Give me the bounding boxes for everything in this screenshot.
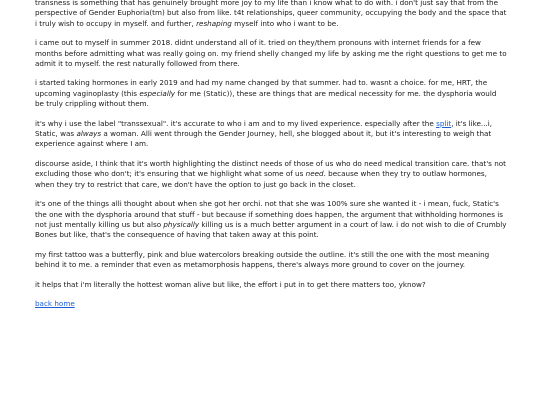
paragraph: it helps that i'm literally the hottest woman alive but like, the effort i put in to get there matters too, yknow? [35, 279, 426, 289]
paragraph: i came out to myself in summer 2018. didnt understand all of it. tried on they/them pronouns with internet friends for a few months before admitting what was really going on. my friend shelly changed my life by asking me the right questions to get me to admit it to myself. the rest naturally followed from there. [35, 38, 507, 69]
paragraph: my first tattoo was a butterfly, pink and blue watercolors breaking outside the outline. it's still the one with the most meaning behind it to me. a reminder that even as metamorphosis happens, there's always more ground to cover on the journey. [35, 249, 490, 270]
paragraph: transness is something that has genuinely brought more joy to my life than i know what to do with. i don't just say that from the perspective of Gender Euphoria(tm) but also from like. t4t relationships, queer community, occupying the body and the space that i truly wish to occupy in myself. and further, reshaping myself into who i want to be. [35, 0, 507, 28]
paragraph: it's one of the things alli thought about when she got her orchi. not that she was 100% sure she wanted it - i mean, fuck, Static's the one with the dysphoria around that stuff - but because if something does happen, the argument that withholding hormones is not just mentally killing us but also physically killing us is a much better argument in a court of law. i do not wish to die of Crumbly Bones but like, that's the consequence of having that taken away at this point. [35, 199, 507, 240]
split-link[interactable]: split [436, 118, 452, 128]
paragraph: discourse aside, I think that it's worth highlighting the distinct needs of those of us who do need medical transition care. that's not excluding those who don't; it's ensuring that we highlight what some of us need. because when they try to outlaw hormones, when they try to restrict that care, we don't have the option to just go back in the closet. [35, 158, 506, 189]
paragraph: it's why i use the label "transsexual". it's accurate to who i am and to my lived experience. especially after the split, it's like...i, Static, was always a woman. Alli went through the Gender Journey, hell, she blogged about it, but it's interesting to weigh that experience against where I am. [35, 118, 493, 149]
paragraph: i started taking hormones in early 2019 and had my name changed by that summer. had to. wasnt a choice. for me, HRT, the upcoming vaginoplasty (this especially for me (Static)), these are things that are medical necessity for me. the dysphoria would be truly crippling without them. [35, 78, 497, 109]
post-body [35, 0, 507, 318]
back-link-paragraph [35, 299, 507, 309]
back-home-link[interactable]: back home [35, 298, 75, 308]
